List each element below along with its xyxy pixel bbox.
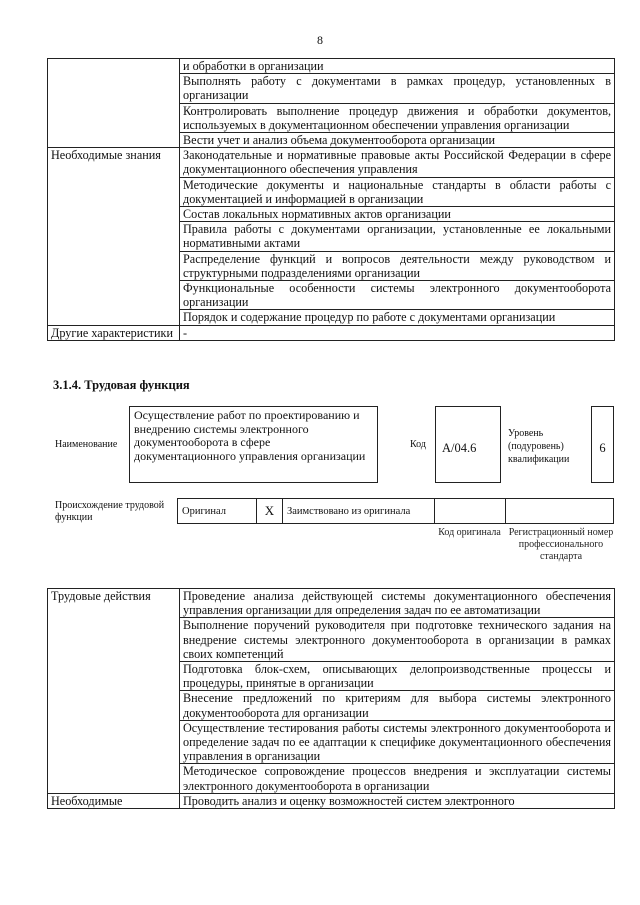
table-cell: Порядок и содержание процедур по работе с документами организации [180, 310, 615, 325]
table-row [178, 499, 614, 524]
labor-actions-table [47, 588, 615, 809]
code-caption: Код оригинала [438, 527, 501, 538]
table-cell: Вести учет и анализ объема документооборота организации [180, 133, 615, 148]
table-cell: Проводить анализ и оценку возможностей систем электронного [180, 793, 615, 808]
table-cell: и обработки в организации [180, 59, 615, 74]
table-row [48, 148, 615, 177]
name-label: Наименование [55, 439, 118, 450]
table-cell: Выполнять работу с документами в рамках процедур, установленных в организации [180, 74, 615, 103]
table-cell: Функциональные особенности системы электронного документооборота организации [180, 281, 615, 310]
origin-table [177, 498, 614, 524]
table-cell: Состав локальных нормативных актов организации [180, 207, 615, 222]
function-name-box: Осуществление работ по проектированию и внедрению системы электронного документооборота в сфере документационного управления организации [129, 406, 378, 483]
table-row [48, 325, 615, 340]
table-cell: Выполнение поручений руководителя при подготовке технического задания на внедрение системы электронного документооборота в организации в рамках своих компетенций [180, 618, 615, 662]
reg-caption: Регистрационный номер профессионального стандарта [508, 527, 614, 562]
row-label-required: Необходимые [48, 793, 180, 808]
table-row [48, 59, 615, 74]
row-label-other: Другие характеристики [48, 325, 180, 340]
skills-knowledge-table [47, 58, 615, 341]
table-cell: Распределение функций и вопросов деятельности между руководством и структурными подразделениями организации [180, 251, 615, 280]
table-cell: Подготовка блок-схем, описывающих делопроизводственные процессы и процедуры, принятые в организации [180, 662, 615, 691]
table-cell: Методическое сопровождение процессов внедрения и эксплуатации системы электронного документооборота в организации [180, 764, 615, 793]
row-label-empty [48, 59, 180, 148]
code-label: Код [410, 439, 426, 450]
table-cell: Осуществление тестирования работы системы электронного документооборота и определение задач по ее адаптации к специфике документационного обеспечения управления в организации [180, 720, 615, 764]
table-cell: Проведение анализа действующей системы документационного обеспечения управления организации для определения задач по ее автоматизации [180, 589, 615, 618]
original-cell: Оригинал [178, 499, 257, 524]
borrowed-cell: Заимствовано из оригинала [283, 499, 435, 524]
section-title: 3.1.4. Трудовая функция [53, 378, 190, 392]
table-cell: - [180, 325, 615, 340]
row-label-actions: Трудовые действия [48, 589, 180, 794]
code-box: А/04.6 [435, 406, 501, 483]
table-cell: Методические документы и национальные стандарты в области работы с документацией и информацией в организации [180, 177, 615, 206]
origin-label: Происхождение трудовой функции [55, 500, 165, 523]
reg-number-cell [506, 499, 614, 524]
table-row [48, 793, 615, 808]
original-code-cell [435, 499, 506, 524]
table-cell: Законодательные и нормативные правовые акты Российской Федерации в сфере документационного обеспечения управления [180, 148, 615, 177]
page-number: 8 [317, 33, 323, 47]
table-cell: Правила работы с документами организации, установленные ее локальными нормативными актами [180, 222, 615, 251]
level-box: 6 [591, 406, 614, 483]
level-label: Уровень (подуровень) квалификации [508, 428, 570, 465]
table-row [48, 589, 615, 618]
table-cell: Контролировать выполнение процедур движения и обработки документов, используемых в документационном обеспечении управления организации [180, 103, 615, 132]
original-mark-cell: X [257, 499, 283, 524]
row-label-knowledge: Необходимые знания [48, 148, 180, 325]
table-cell: Внесение предложений по критериям для выбора системы электронного документооборота для организации [180, 691, 615, 720]
